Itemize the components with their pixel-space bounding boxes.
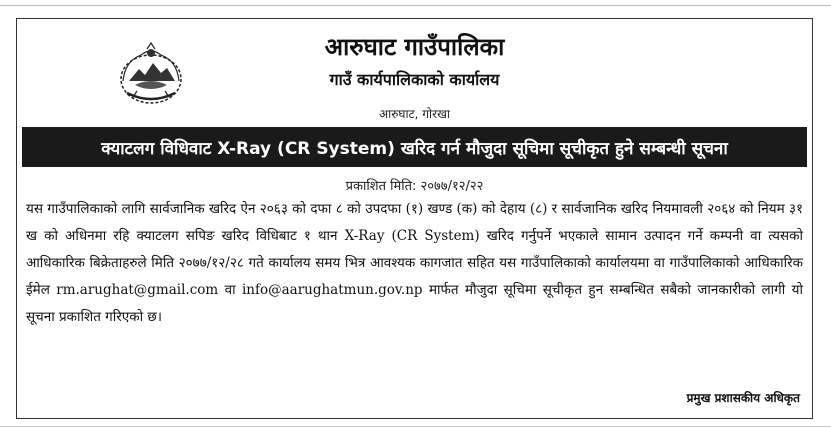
signatory-title: प्रमुख प्रशासकीय अधिकृत: [686, 391, 800, 405]
top-divider: [0, 5, 831, 6]
notice-body: यस गाउँपालिकाको लागि सार्वजानिक खरिद ऐन २०६३ को दफा ८ को उपदफा (१) खण्ड (क) को देहाय (८) र सार्वजानिक खरिद नियमावली २०६४ को नियम ३१ ख को अधिनमा रहि क्याटलग सपिङ खरिद विधिबाट १ थान X-Ray (CR System) खरिद गर्नुपर्ने भएकाले सामान उत्पादन गर्ने कम्पनी वा त्यसको आधिकारिक बिक्रेताहरुले मिति २०७७/१२/२८ गते कार्यालय समय भित्र आवश्यक कागजात सहित यस गाउँपालिकाको कार्यालयमा वा गाउँपालिकाको आधिकारिक ईमेल rm.arughat@gmail.com वा info@aarughatmun.gov.np मार्फत मौजुदा सूचिमा सूचीकृत हुन सम्बन्धित सबैको जानकारीको लागी यो सूचना प्रकाशित गरिएको छ।: [26, 201, 803, 325]
bottom-divider: [0, 426, 831, 427]
notice-frame: [16, 18, 813, 419]
published-date: प्रकाशित मिति: २०७७/१२/२२: [345, 179, 484, 194]
notice-title-banner: [22, 127, 807, 167]
office-address: आरुघाट, गोरखा: [378, 107, 450, 121]
office-name: गाउँ कार्यपालिकाको कार्यालय: [329, 70, 500, 89]
municipality-name: आरुघाट गाउँपालिका: [324, 33, 505, 61]
notice-title: क्याटलग विधिवाट X-Ray (CR System) खरिद गर्न मौजुदा सूचिमा सूचीकृत हुने सम्बन्धी सूचना: [101, 138, 728, 159]
